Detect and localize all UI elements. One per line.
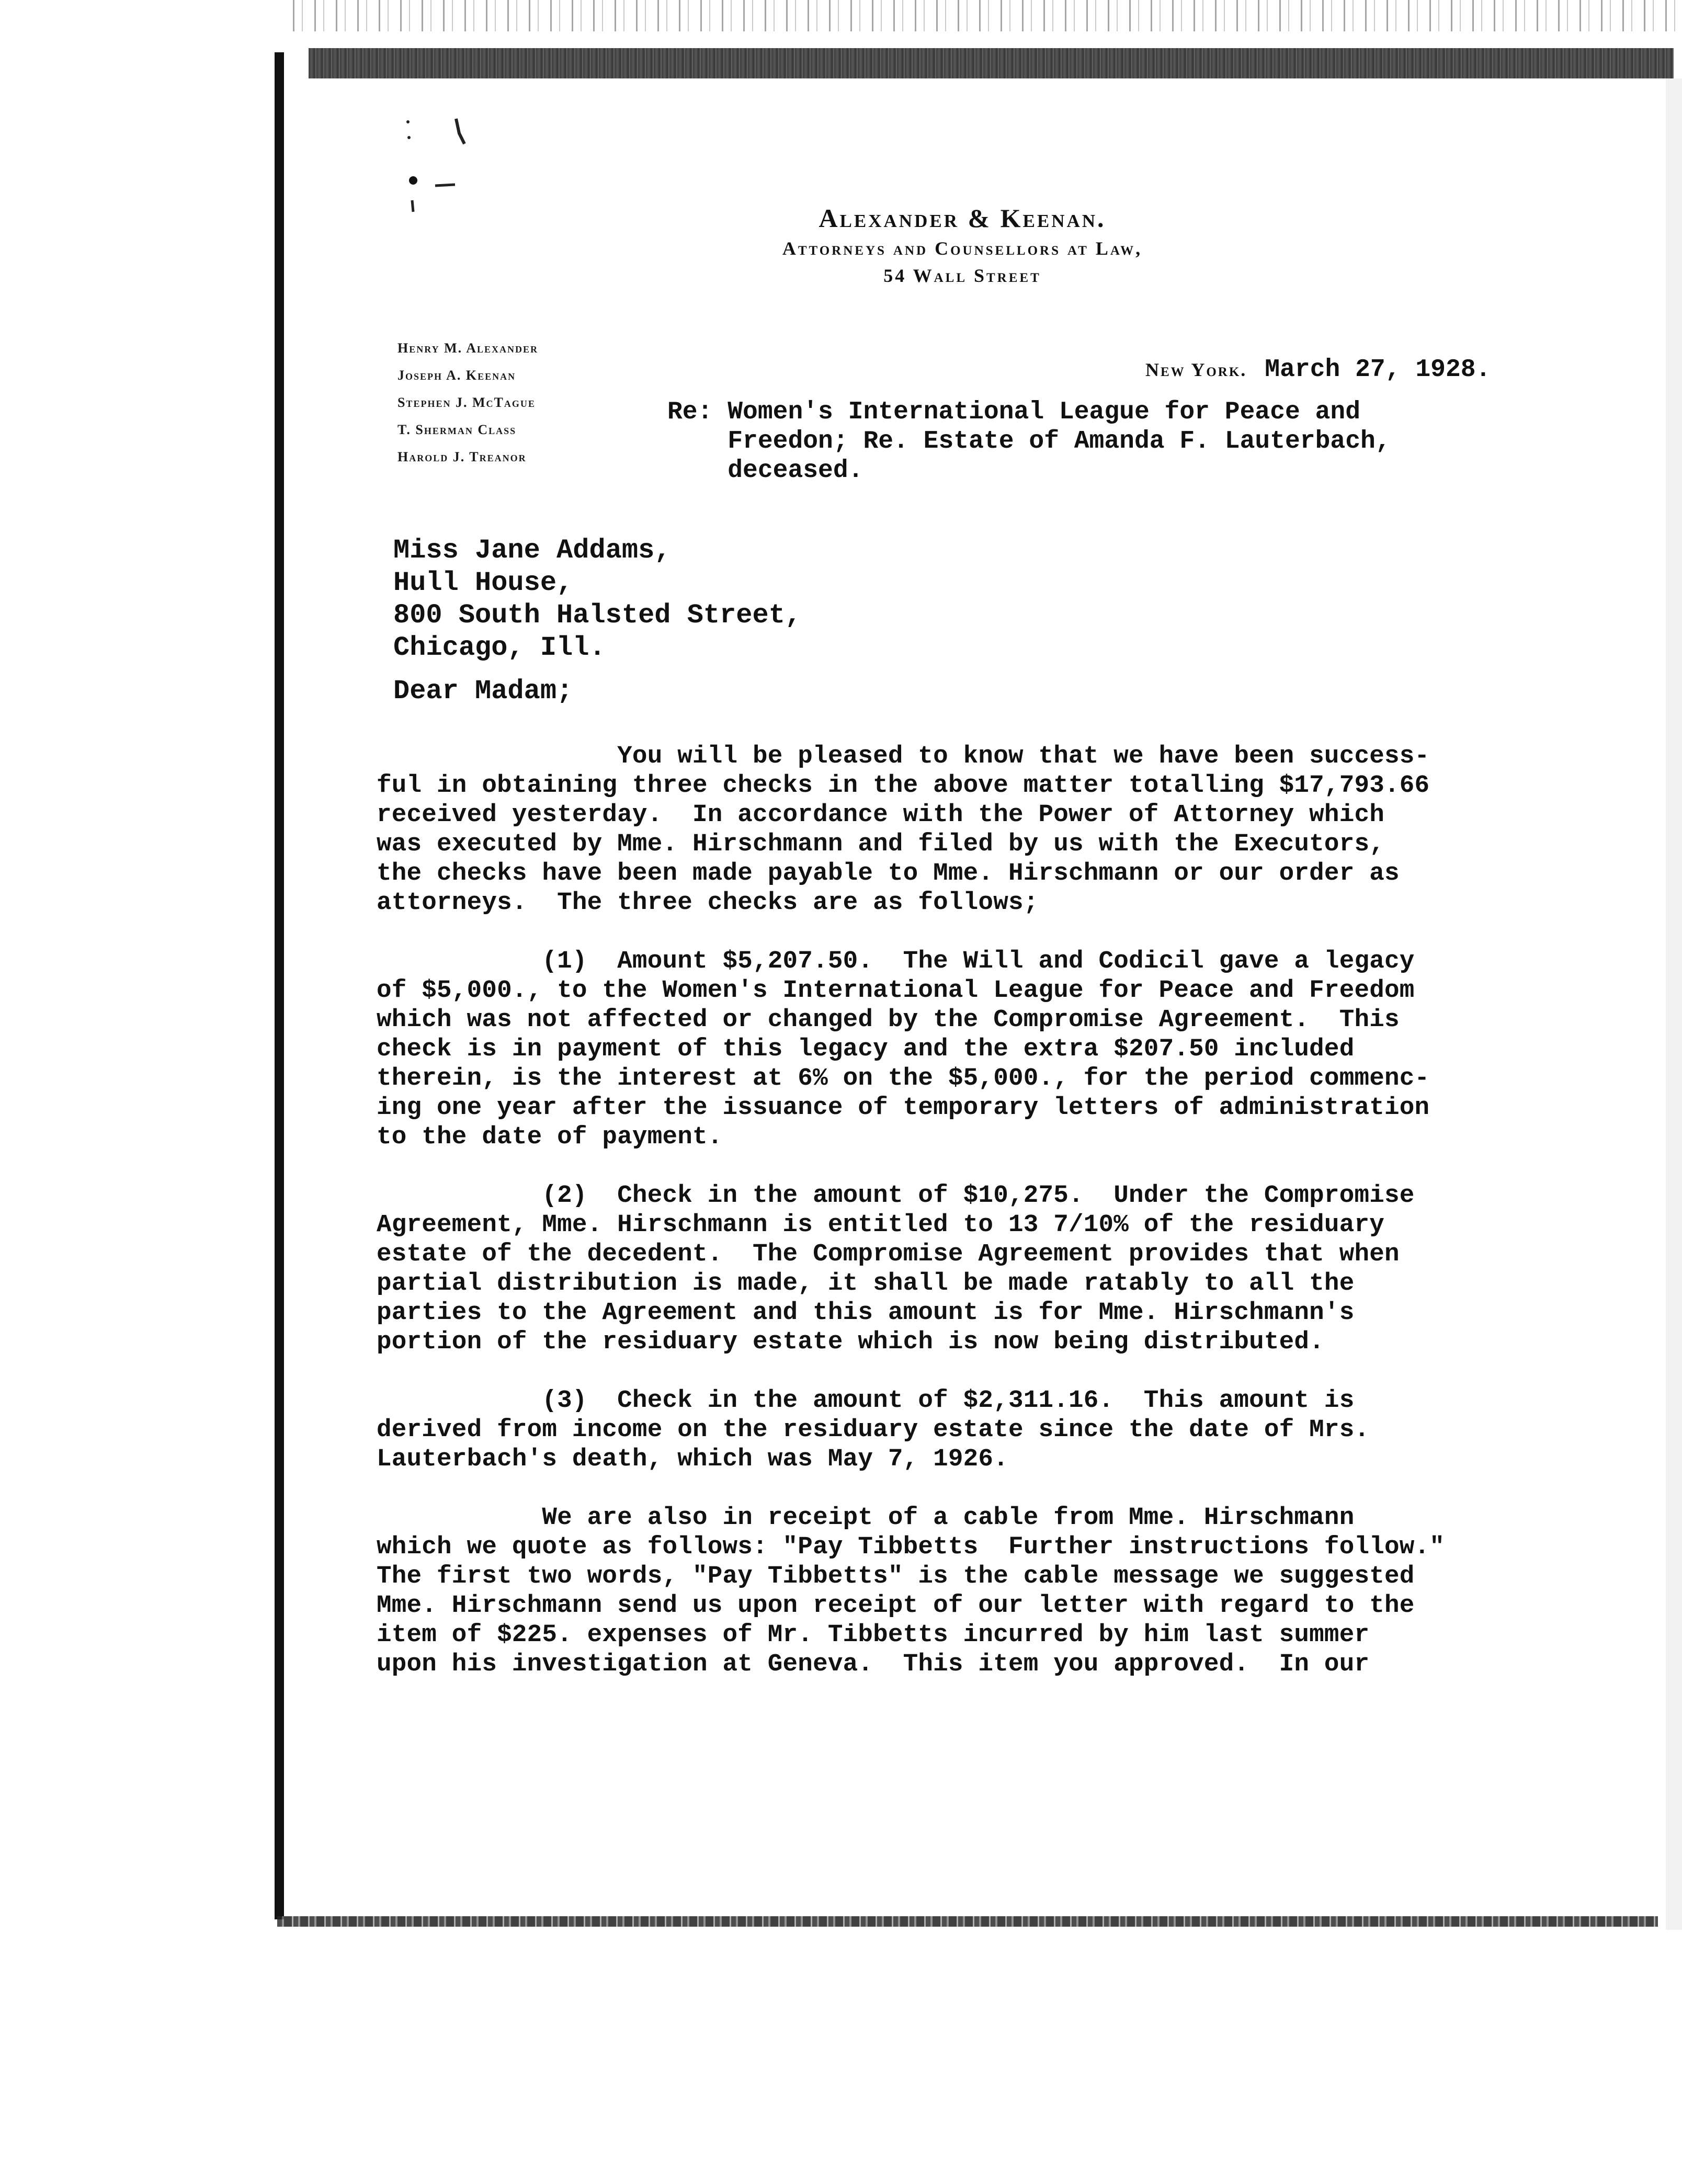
- addressee-line: 800 South Halsted Street,: [393, 600, 802, 631]
- body-line: upon his investigation at Geneva. This item you approved. In our: [377, 1650, 1370, 1678]
- page-bottom-edge: [277, 1916, 1658, 1927]
- subject-line: deceased.: [667, 457, 863, 485]
- body-line: check is in payment of this legacy and the extra $207.50 included: [377, 1035, 1355, 1063]
- body-paragraph: [377, 1503, 1548, 1679]
- body-line: Lauterbach's death, which was May 7, 1926.: [377, 1445, 1008, 1473]
- addressee-line: Chicago, Ill.: [393, 632, 606, 663]
- body-line: partial distribution is made, it shall be made ratably to all the: [377, 1269, 1355, 1298]
- partner-name: T. Sherman Class: [397, 422, 517, 437]
- body-line: ing one year after the issuance of temporary letters of administration: [377, 1094, 1430, 1122]
- body-line: attorneys. The three checks are as follows;: [377, 889, 1039, 917]
- subject-line: Re: Women's International League for Peace and: [667, 398, 1361, 426]
- body-line: which was not affected or changed by the Compromise Agreement. This: [377, 1006, 1400, 1034]
- addressee-line: Miss Jane Addams,: [393, 535, 671, 566]
- scan-top-noise: [293, 0, 1682, 31]
- subject-line: Freedon; Re. Estate of Amanda F. Lauterbach,: [667, 427, 1391, 456]
- body-line: of $5,000., to the Women's International League for Peace and Freedom: [377, 976, 1415, 1005]
- body-line: Agreement, Mme. Hirschmann is entitled to 13 7/10% of the residuary: [377, 1211, 1384, 1239]
- body-line: to the date of payment.: [377, 1123, 723, 1151]
- letterhead: [649, 201, 1276, 289]
- body-line: portion of the residuary estate which is now being distributed.: [377, 1328, 1324, 1356]
- body-line: Mme. Hirschmann send us upon receipt of our letter with regard to the: [377, 1591, 1415, 1620]
- body-line: received yesterday. In accordance with the Power of Attorney which: [377, 801, 1384, 829]
- stray-ink-marks: [397, 112, 492, 222]
- letter-body: [377, 742, 1548, 1708]
- addressee-line: Hull House,: [393, 567, 573, 598]
- place-and-date: [1145, 356, 1647, 384]
- body-line: You will be pleased to know that we have been success-: [377, 742, 1430, 770]
- body-line: ful in obtaining three checks in the above matter totalling $17,793.66: [377, 771, 1430, 800]
- subject-reference: [667, 397, 1661, 485]
- partner-name: Joseph A. Keenan: [397, 368, 516, 383]
- body-line: was executed by Mme. Hirschmann and filed by us with the Executors,: [377, 830, 1384, 858]
- body-line: We are also in receipt of a cable from Mme. Hirschmann: [377, 1504, 1355, 1532]
- body-line: parties to the Agreement and this amount is for Mme. Hirschmann's: [377, 1299, 1355, 1327]
- body-line: the checks have been made payable to Mme. Hirschmann or our order as: [377, 859, 1400, 888]
- body-line: therein, is the interest at 6% on the $5,000., for the period commenc-: [377, 1064, 1430, 1093]
- body-line: estate of the decedent. The Compromise Agreement provides that when: [377, 1240, 1400, 1268]
- body-paragraph: [377, 1386, 1548, 1474]
- body-paragraph: [377, 742, 1548, 917]
- body-line: item of $225. expenses of Mr. Tibbetts incurred by him last summer: [377, 1621, 1370, 1649]
- partner-name: Harold J. Treanor: [397, 449, 527, 464]
- firm-name: Alexander & Keenan.: [819, 203, 1106, 233]
- body-paragraph: [377, 1181, 1548, 1357]
- body-line: The first two words, "Pay Tibbetts" is the cable message we suggested: [377, 1562, 1415, 1590]
- body-line: (1) Amount $5,207.50. The Will and Codicil gave a legacy: [377, 947, 1415, 975]
- body-line: which we quote as follows: "Pay Tibbetts Further instructions follow.": [377, 1533, 1445, 1561]
- page-right-margin: [1666, 78, 1682, 1930]
- partners-list: [397, 335, 628, 471]
- salutation: Dear Madam;: [393, 676, 573, 707]
- letter-date: March 27, 1928.: [1265, 356, 1491, 384]
- body-line: (2) Check in the amount of $10,275. Under the Compromise: [377, 1181, 1415, 1210]
- place: New York.: [1145, 359, 1247, 380]
- page-top-edge: [309, 48, 1674, 78]
- body-line: derived from income on the residuary estate since the date of Mrs.: [377, 1416, 1370, 1444]
- addressee-block: [393, 534, 1126, 664]
- page-left-edge: [275, 52, 284, 1919]
- partner-name: Henry M. Alexander: [397, 340, 538, 356]
- firm-address: 54 Wall Street: [883, 265, 1041, 286]
- body-paragraph: [377, 947, 1548, 1152]
- partner-name: Stephen J. McTague: [397, 395, 536, 410]
- firm-subtitle: Attorneys and Counsellors at Law,: [782, 238, 1143, 259]
- body-line: (3) Check in the amount of $2,311.16. This amount is: [377, 1386, 1355, 1415]
